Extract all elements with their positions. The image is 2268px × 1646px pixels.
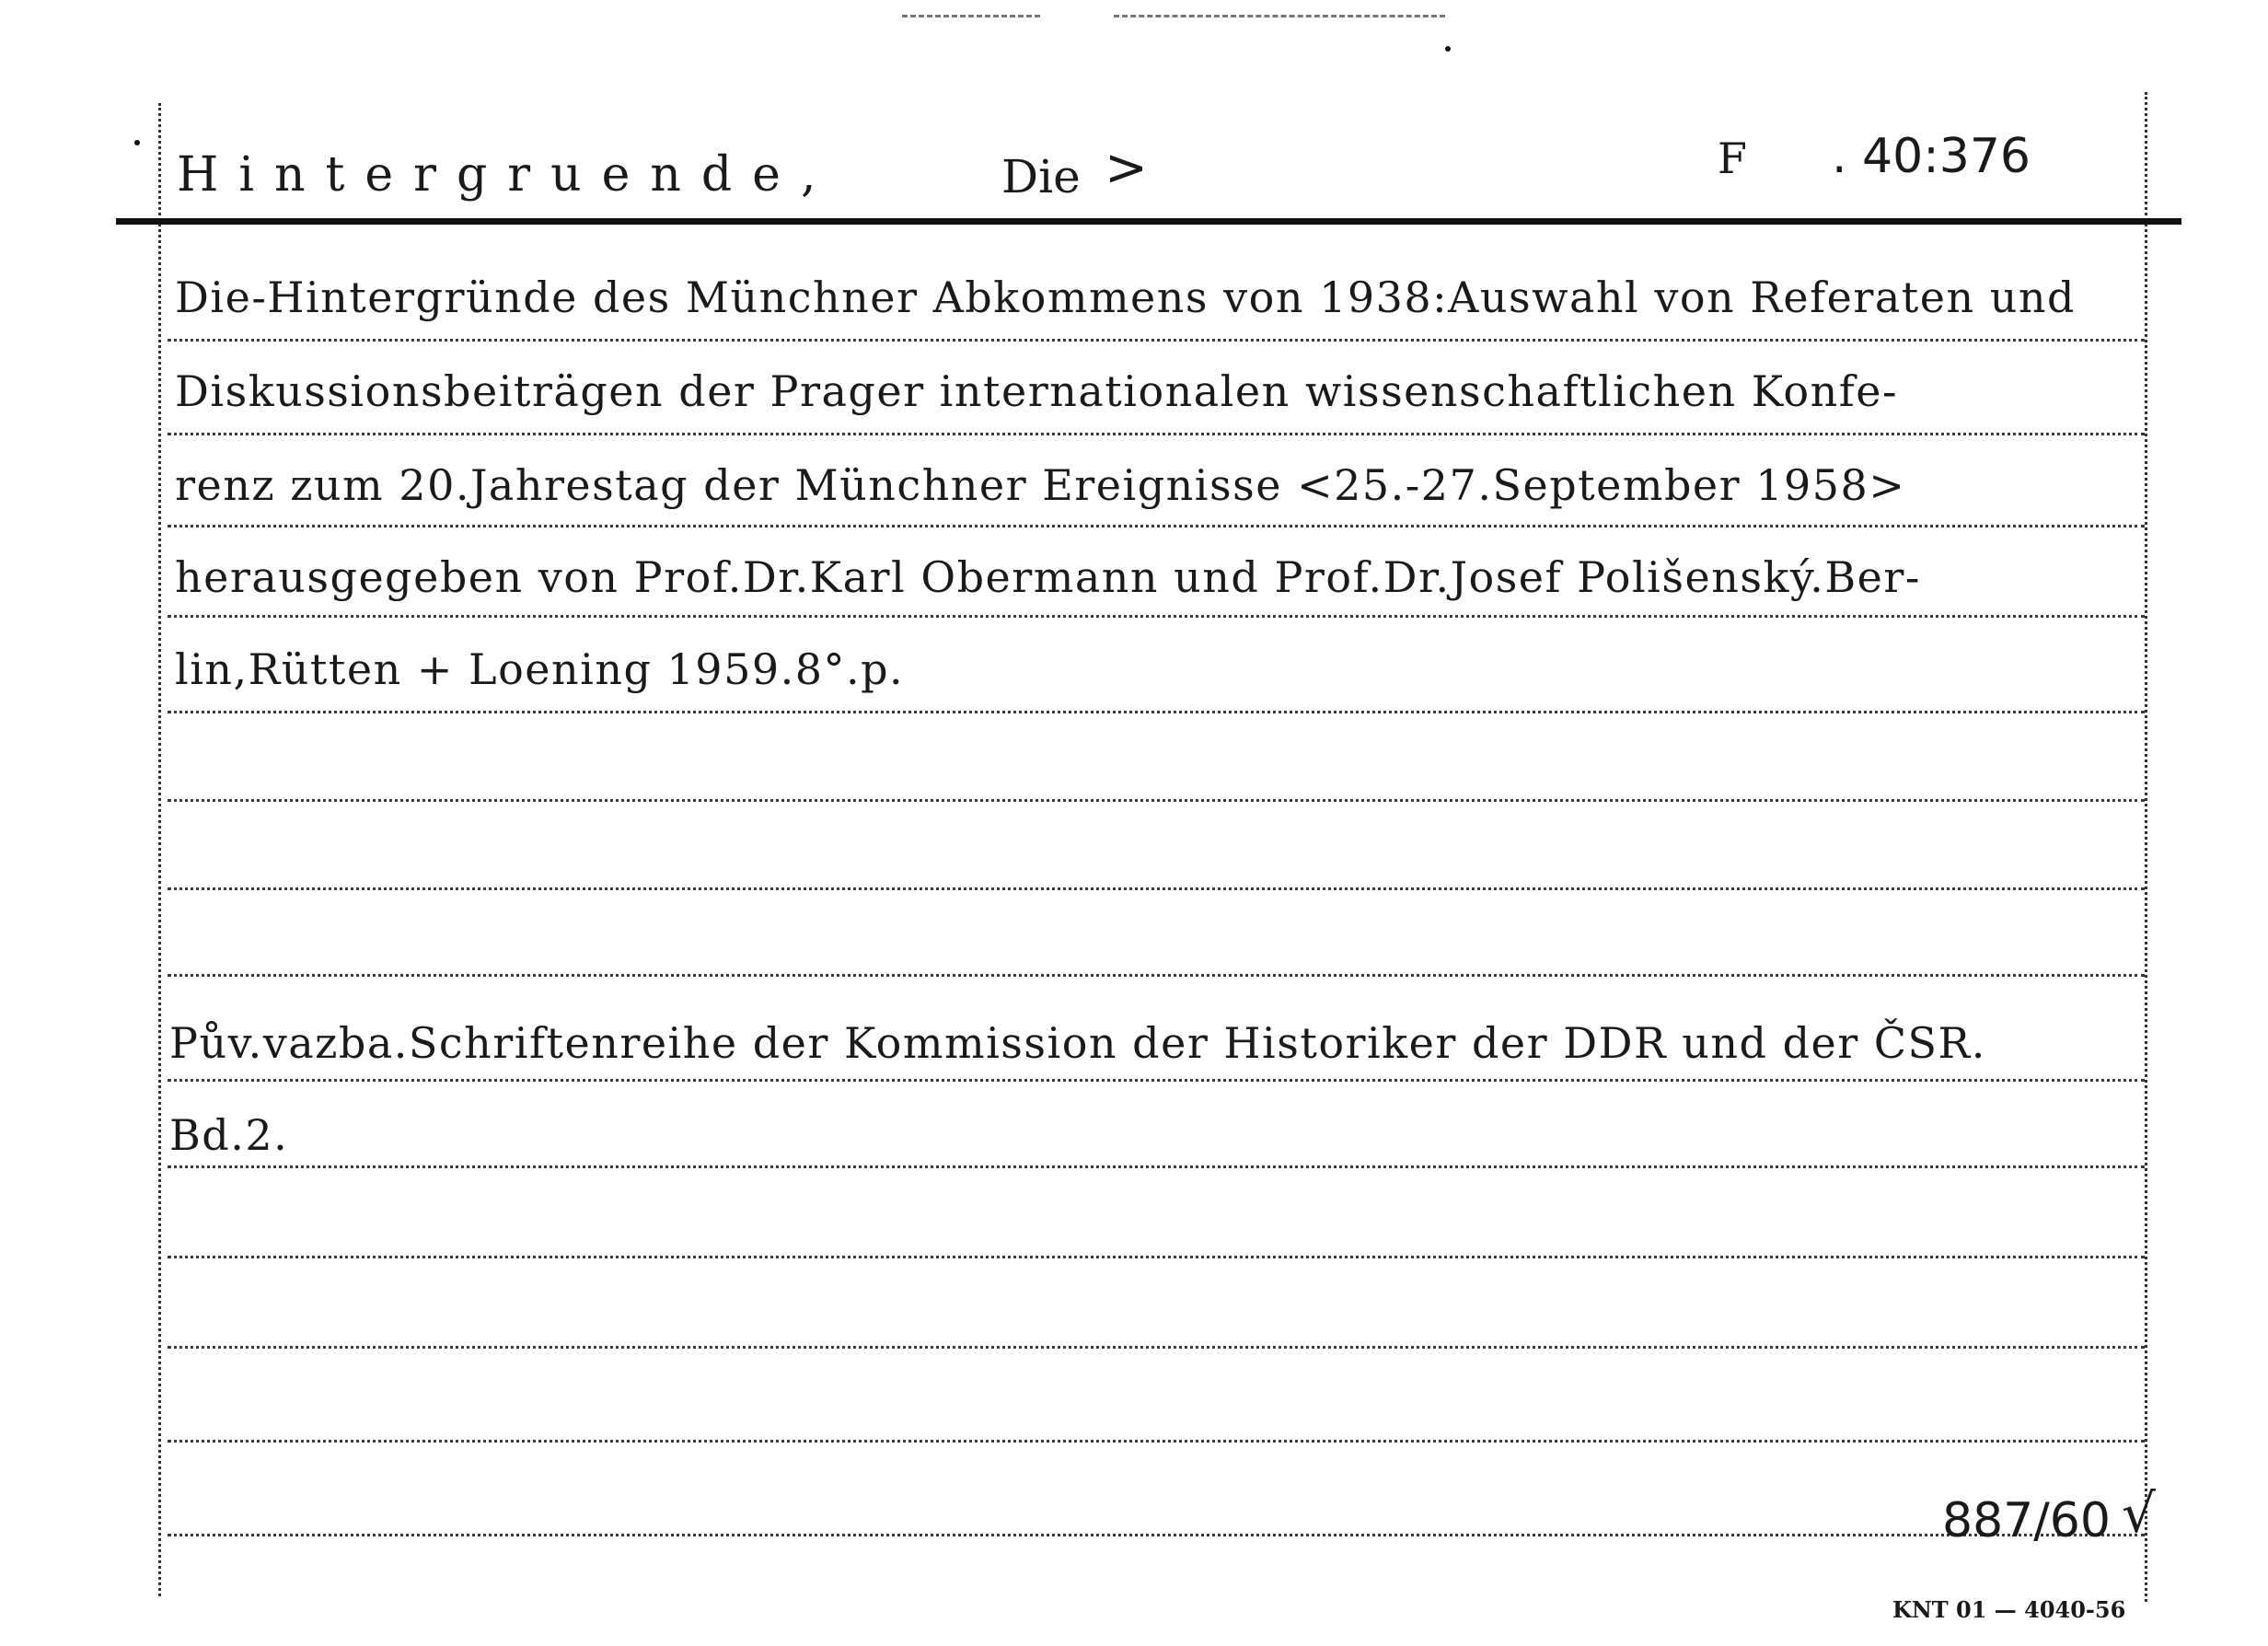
ruled-line [168,974,2145,977]
acquisition-number: 887/60 [1942,1493,2111,1548]
check-mark-icon: √ [2122,1482,2156,1545]
ruled-line [168,615,2145,618]
left-margin-line [158,103,161,1596]
body-line: herausgegeben von Prof.Dr.Karl Obermann und Prof.Dr.Josef Polišenský.Ber- [175,552,1921,602]
scan-speck [1445,46,1451,52]
ruled-line [168,1534,2145,1536]
shelf-letter: F [1718,133,1747,183]
ruled-line [168,711,2145,713]
ruled-line [168,433,2145,435]
body-line: renz zum 20.Jahrestag der Münchner Ereignisse <25.-27.September 1958> [175,460,1906,510]
heading-arrow-mark: > [1105,138,1148,198]
right-margin-line [2145,92,2147,1602]
ruled-line [168,1440,2145,1443]
body-line: Die-Hintergründe des Münchner Abkommens von 1938:Auswahl von Referaten und [175,272,2076,322]
form-code: KNT 01 — 4040-56 [1892,1596,2126,1623]
shelf-number: . 40:376 [1832,129,2031,184]
ruled-line [168,1165,2145,1168]
scan-speck [134,140,140,145]
ruled-line [168,887,2145,890]
body-line: lin,Rütten + Loening 1959.8°.p. [175,644,905,694]
ruled-line [168,339,2145,342]
ruled-line [168,1256,2145,1258]
header-rule [116,218,2181,225]
note-line: Pův.vazba.Schriftenreihe der Kommission der Historiker der DDR und der ČSR. [169,1018,1986,1068]
ruled-line [168,799,2145,802]
ruled-line [168,1346,2145,1349]
card-heading: Hintergruende, [177,147,837,203]
ruled-line [168,1079,2145,1082]
note-line: Bd.2. [169,1110,289,1160]
top-scan-mark [902,15,1040,17]
card-heading-word: Die [1001,150,1081,203]
top-scan-mark [1114,15,1445,17]
body-line: Diskussionsbeiträgen der Prager internationalen wissenschaftlichen Konfe- [175,366,1898,416]
ruled-line [168,525,2145,527]
